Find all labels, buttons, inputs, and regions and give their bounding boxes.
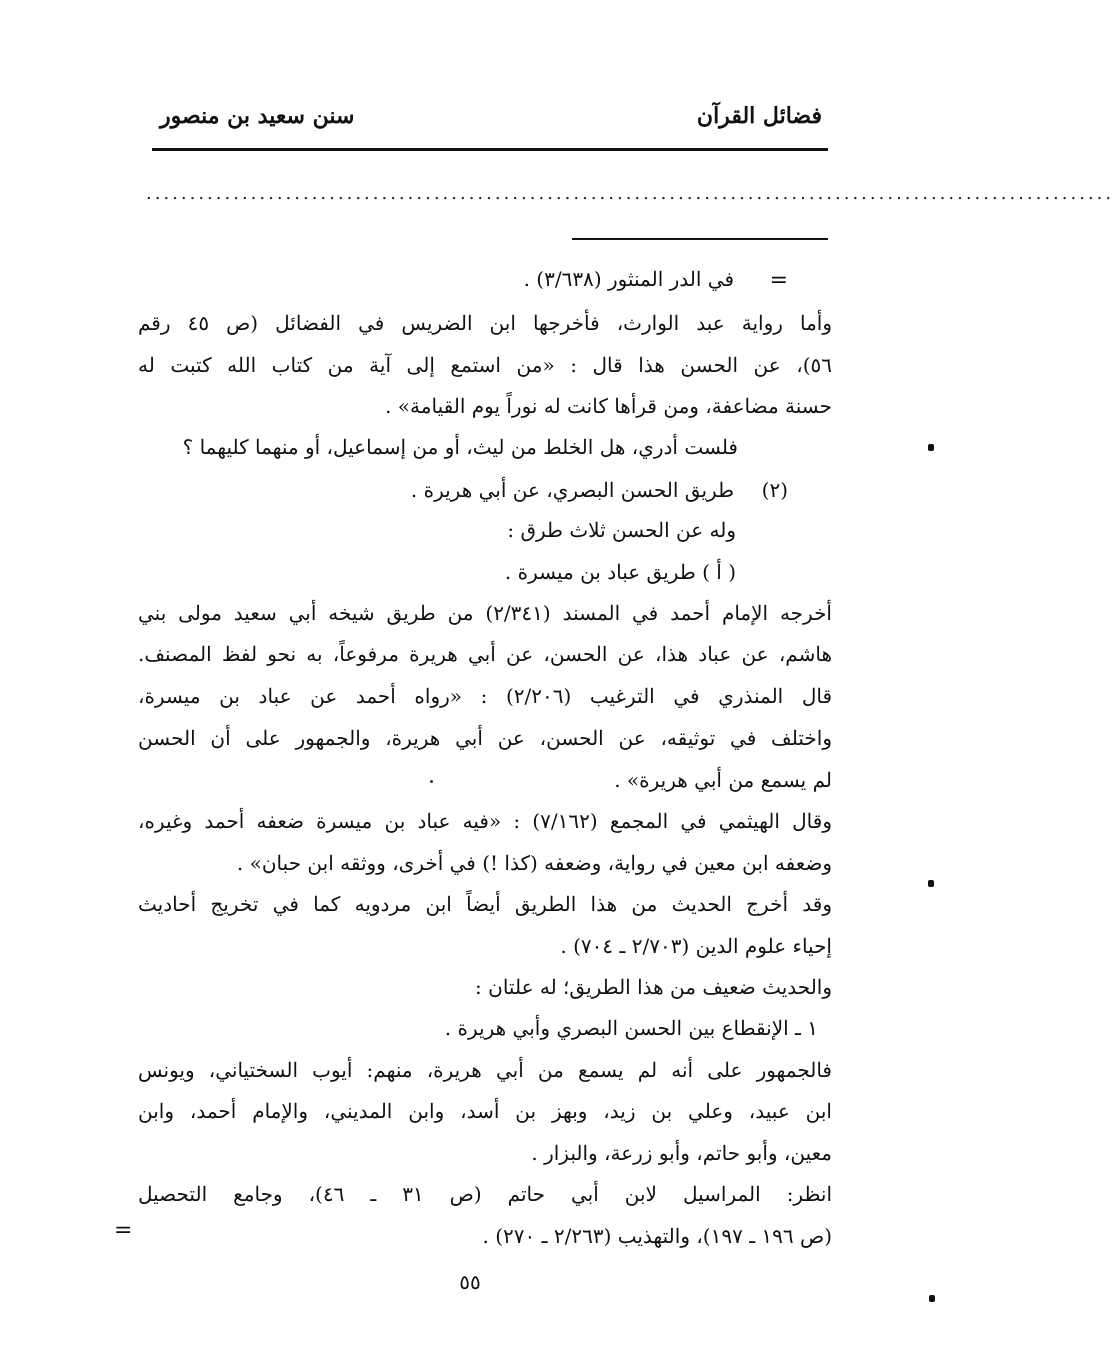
footnote-line: وضعفه ابن معين في رواية، وضعفه (كذا !) في أخرى، ووثقه ابن حبان» . bbox=[236, 851, 832, 875]
footnote-line: واختلف في توثيقه، عن الحسن، عن أبي هريرة، والجمهور على أن الحسن bbox=[138, 726, 832, 750]
scan-speck bbox=[929, 1295, 935, 1302]
footnote-line: ابن عبيد، وعلي بن زيد، وبهز بن أسد، وابن المديني، والإمام أحمد، وابن bbox=[138, 1099, 832, 1123]
footnote-continuation-mark: = bbox=[769, 268, 788, 293]
footnote-line: أخرجه الإمام أحمد في المسند (٢/٣٤١) من طريق شيخه أبي سعيد مولى بني bbox=[138, 601, 832, 625]
footnote-line: وقال الهيثمي في المجمع (٧/١٦٢) : «فيه عباد بن ميسرة ضعفه أحمد وغيره، bbox=[138, 809, 832, 833]
footnote-line: معين، وأبو حاتم، وأبو زرعة، والبزار . bbox=[531, 1141, 832, 1165]
running-header-source-title: سنن سعيد بن منصور bbox=[160, 103, 355, 129]
footnote-line: (ص ١٩٦ ـ ١٩٧)، والتهذيب (٢/٢٦٣ ـ ٢٧٠) . bbox=[482, 1224, 832, 1248]
footnote-line: إحياء علوم الدين (٢/٧٠٣ ـ ٧٠٤) . bbox=[560, 934, 832, 958]
header-rule bbox=[152, 148, 828, 151]
running-header-book-title: فضائل القرآن bbox=[696, 103, 822, 129]
footnote-line: ٥٦)، عن الحسن هذا قال : «من استمع إلى آية من كتاب الله كتبت له bbox=[138, 353, 832, 377]
scan-speck bbox=[430, 780, 433, 783]
footnote-line: وأما رواية عبد الوارث، فأخرجها ابن الضريس في الفضائل (ص ٤٥ رقم bbox=[138, 311, 833, 335]
footnote-line: قال المنذري في الترغيب (٢/٢٠٦) : «رواه أحمد عن عباد بن ميسرة، bbox=[138, 684, 832, 708]
footnote-separator-rule bbox=[572, 238, 828, 240]
footnote-line: حسنة مضاعفة، ومن قرأها كانت له نوراً يوم القيامة» . bbox=[385, 394, 832, 418]
margin-continuation-mark: = bbox=[114, 1218, 133, 1243]
footnote-line: طريق الحسن البصري، عن أبي هريرة . bbox=[410, 478, 734, 502]
footnote-line: انظر: المراسيل لابن أبي حاتم (ص ٣١ ـ ٤٦)، وجامع التحصيل bbox=[138, 1182, 832, 1206]
footnote-line: ( أ ) طريق عباد بن ميسرة . bbox=[504, 560, 736, 584]
footnote-line: والحديث ضعيف من هذا الطريق؛ له علتان : bbox=[475, 975, 832, 999]
footnote-line: فالجمهور على أنه لم يسمع من أبي هريرة، منهم: أيوب السختياني، ويونس bbox=[138, 1058, 832, 1082]
page-number: ٥٥ bbox=[459, 1270, 481, 1294]
footnote-line: فلست أدري، هل الخلط من ليث، أو من إسماعيل، أو منهما كليهما ؟ bbox=[182, 435, 738, 459]
scan-speck bbox=[928, 880, 934, 887]
footnote-number: (٢) bbox=[761, 478, 788, 502]
footnote-line: وله عن الحسن ثلاث طرق : bbox=[507, 518, 736, 542]
dotted-separator: ............................................................................................................... bbox=[146, 183, 1114, 204]
footnote-line: لم يسمع من أبي هريرة» . bbox=[614, 768, 832, 792]
scan-speck bbox=[928, 444, 934, 451]
footnote-line: هاشم، عن عباد هذا، عن الحسن، عن أبي هريرة مرفوعاً، به نحو لفظ المصنف. bbox=[138, 642, 832, 666]
footnote-line: وقد أخرج الحديث من هذا الطريق أيضاً ابن مردويه كما في تخريج أحاديث bbox=[138, 892, 832, 916]
footnote-line: في الدر المنثور (٣/٦٣٨) . bbox=[523, 267, 734, 291]
footnote-line: ١ ـ الإنقطاع بين الحسن البصري وأبي هريرة . bbox=[444, 1016, 818, 1040]
